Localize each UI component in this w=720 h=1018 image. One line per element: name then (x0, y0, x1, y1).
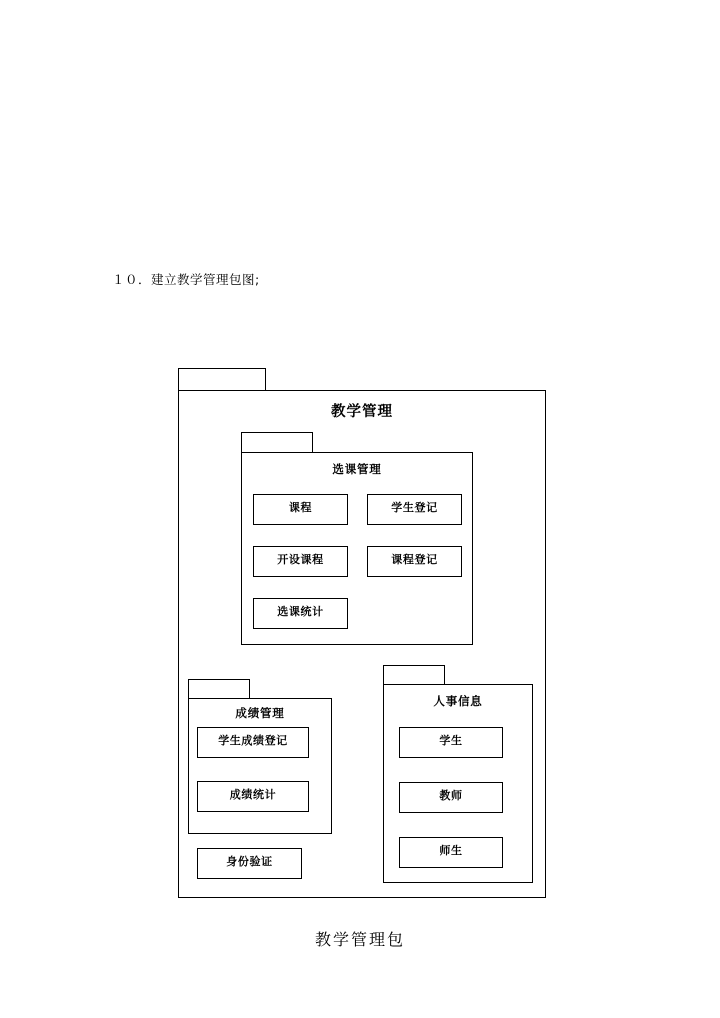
class-box-student-registration[interactable]: 学生登记 (367, 494, 462, 519)
page-title: １０．建立教学管理包图; (112, 272, 260, 287)
class-box-teacher[interactable]: 教师 (399, 782, 503, 807)
class-box-offered-course[interactable]: 开设课程 (253, 546, 348, 571)
package-label-personnel-info: 人事信息 (433, 694, 483, 708)
package-tab-score-management (188, 679, 250, 699)
package-score-management[interactable] (188, 698, 332, 834)
figure-caption: 教学管理包 (314, 930, 405, 949)
package-tab-teaching-management (178, 368, 266, 391)
class-box-score-statistics[interactable]: 成绩统计 (197, 781, 309, 806)
package-tab-course-selection (241, 432, 313, 453)
class-box-course-selection-statistics[interactable]: 选课统计 (253, 598, 348, 623)
package-tab-personnel-info (383, 665, 445, 685)
class-box-student-score-registration[interactable]: 学生成绩登记 (197, 727, 309, 752)
package-label-teaching-management: 教学管理 (331, 404, 393, 420)
class-box-identity-verification[interactable]: 身份验证 (197, 848, 302, 873)
class-box-course[interactable]: 课程 (253, 494, 348, 519)
package-label-score-management: 成绩管理 (235, 706, 285, 720)
class-box-student[interactable]: 学生 (399, 727, 503, 752)
class-box-teacher-student[interactable]: 师生 (399, 837, 503, 862)
class-box-course-registration[interactable]: 课程登记 (367, 546, 462, 571)
package-label-course-selection: 选课管理 (332, 462, 382, 476)
